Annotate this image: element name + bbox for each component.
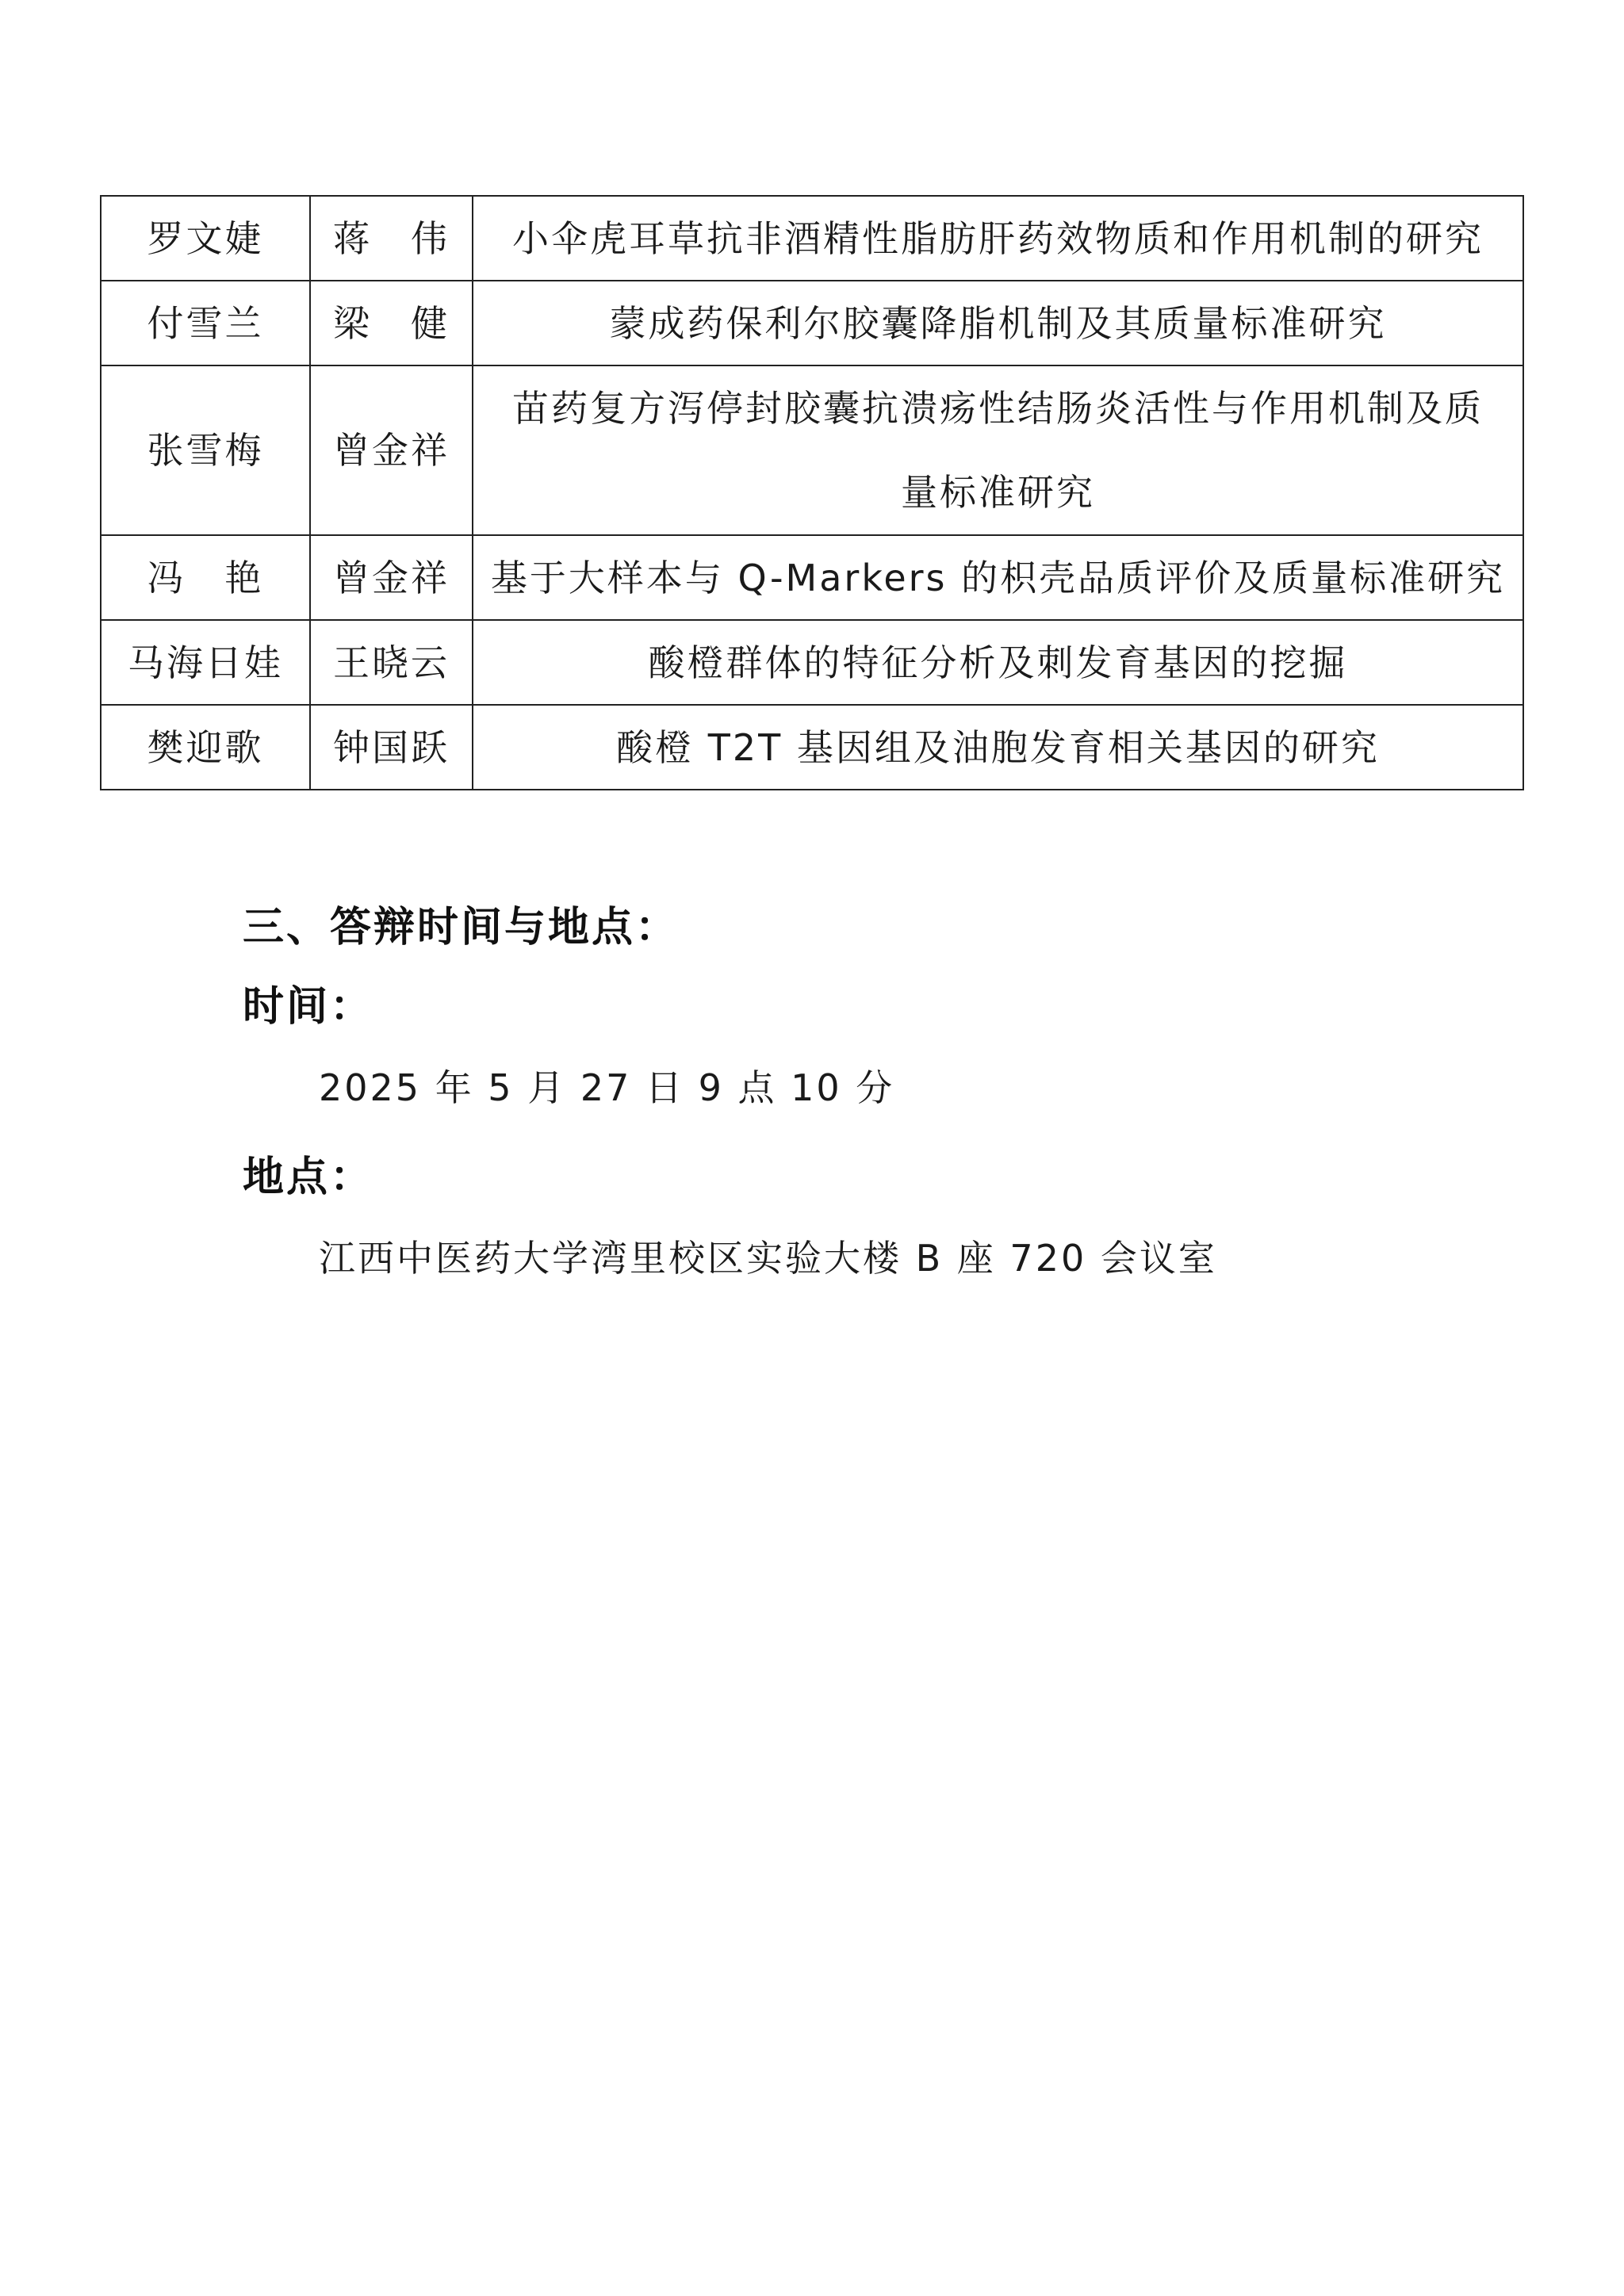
defense-schedule-table: [100, 195, 1524, 790]
advisor-name: 梁 健: [310, 281, 473, 365]
table-row: [101, 535, 1523, 620]
student-name: 马海日娃: [101, 620, 310, 705]
advisor-name: 曾金祥: [310, 535, 473, 620]
student-name: 张雪梅: [101, 365, 310, 535]
place-label: 地点：: [243, 1153, 374, 1201]
time-label: 时间：: [243, 982, 374, 1031]
table-row: [101, 365, 1523, 535]
table-row: [101, 196, 1523, 281]
time-value: 2025 年 5 月 27 日 9 点 10 分: [319, 1066, 895, 1109]
student-name: 樊迎歌: [101, 705, 310, 790]
advisor-name: 蒋 伟: [310, 196, 473, 281]
advisor-name: 钟国跃: [310, 705, 473, 790]
thesis-topic: 蒙成药保利尔胶囊降脂机制及其质量标准研究: [473, 281, 1523, 365]
place-value: 江西中医药大学湾里校区实验大楼 B 座 720 会议室: [319, 1237, 1217, 1280]
table-row: [101, 281, 1523, 365]
table-row: [101, 620, 1523, 705]
student-name: 付雪兰: [101, 281, 310, 365]
student-name: 冯 艳: [101, 535, 310, 620]
student-name: 罗文婕: [101, 196, 310, 281]
thesis-topic: 基于大样本与 Q-Markers 的枳壳品质评价及质量标准研究: [473, 535, 1523, 620]
thesis-topic: 苗药复方泻停封胶囊抗溃疡性结肠炎活性与作用机制及质量标准研究: [473, 365, 1523, 535]
thesis-topic: 酸橙群体的特征分析及刺发育基因的挖掘: [473, 620, 1523, 705]
section-heading: 三、答辩时间与地点：: [243, 903, 680, 951]
table-row: [101, 705, 1523, 790]
advisor-name: 王晓云: [310, 620, 473, 705]
advisor-name: 曾金祥: [310, 365, 473, 535]
thesis-topic: 小伞虎耳草抗非酒精性脂肪肝药效物质和作用机制的研究: [473, 196, 1523, 281]
thesis-topic: 酸橙 T2T 基因组及油胞发育相关基因的研究: [473, 705, 1523, 790]
